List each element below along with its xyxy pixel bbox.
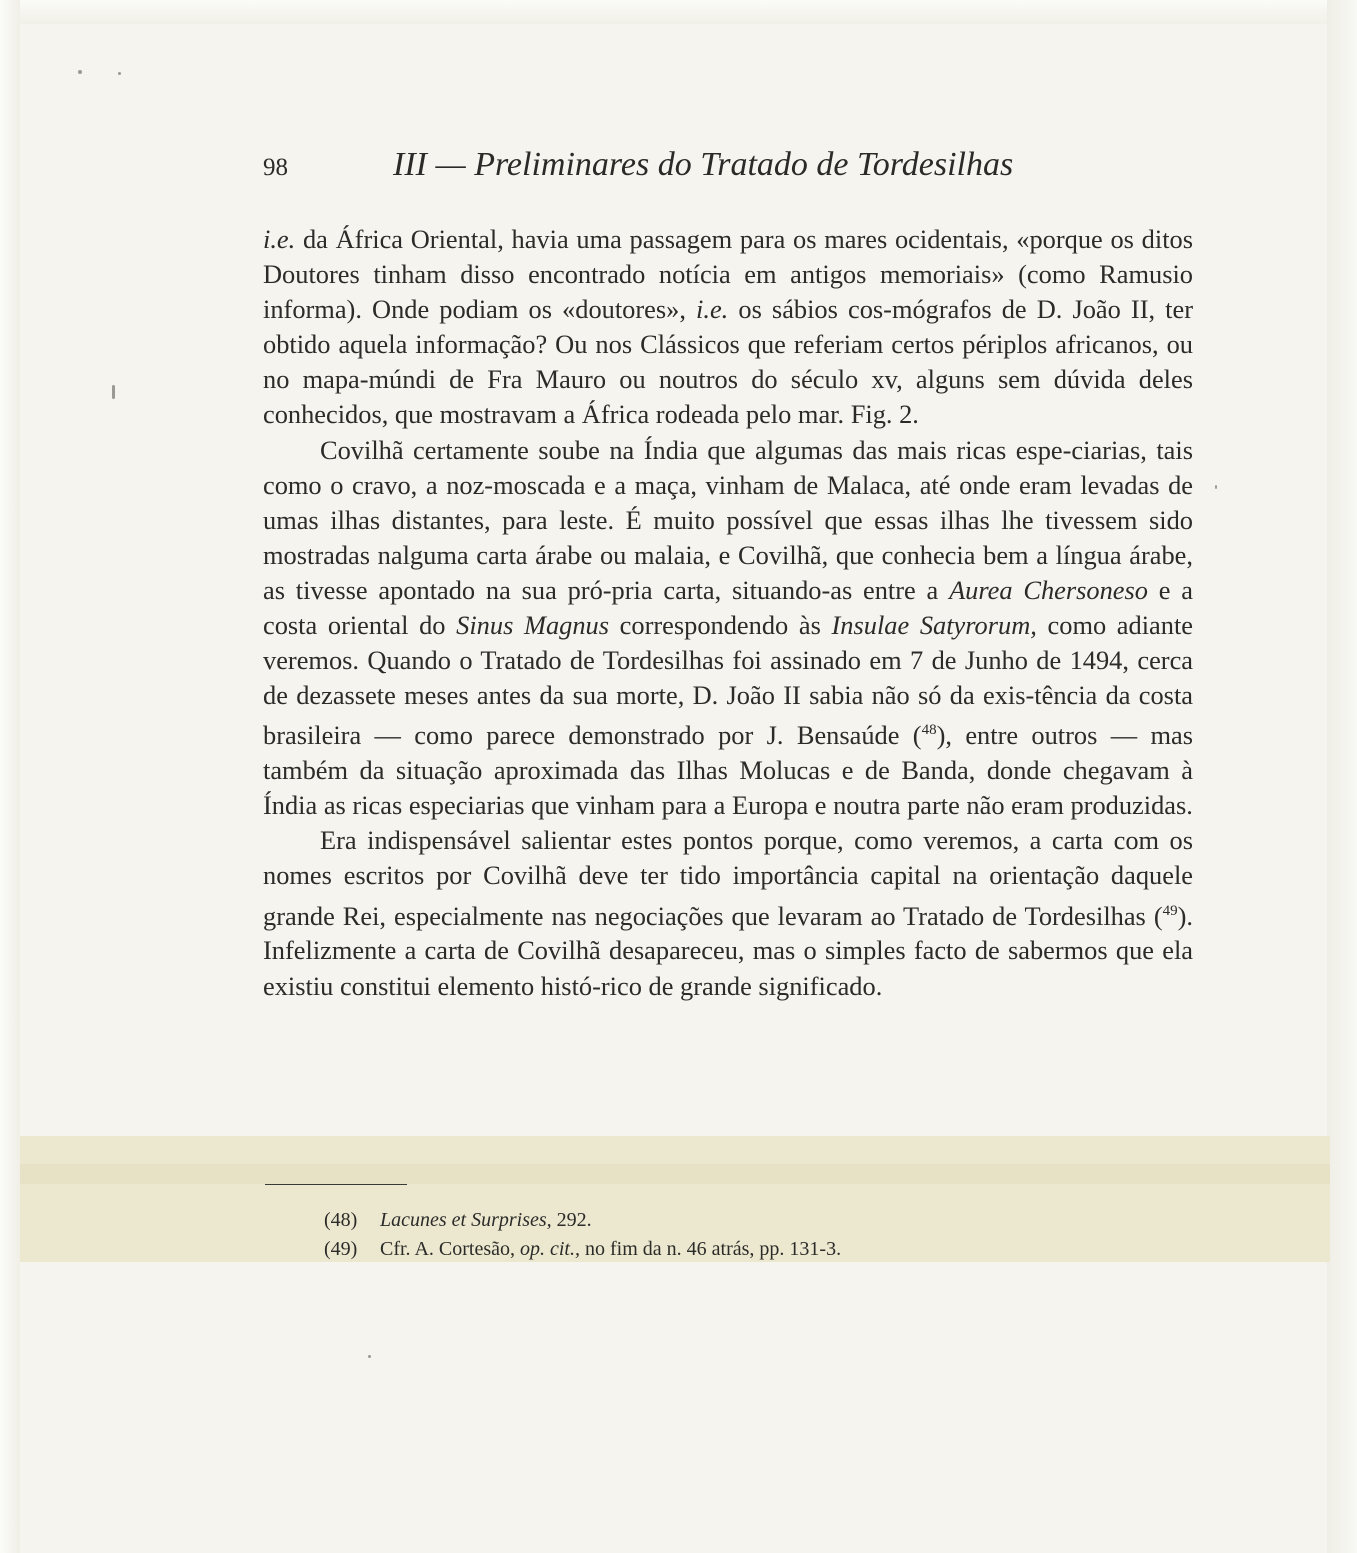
tape-strip-band — [20, 1164, 1330, 1184]
footnote-italic: op. cit., — [520, 1238, 580, 1260]
footnote-49 — [324, 1235, 1124, 1264]
dust-speck — [118, 72, 121, 75]
text-run: e a costa oriental do — [263, 574, 1194, 641]
text-run: da África Oriental, havia uma passagem para os mares ocidentais, «porque os ditos Doutores tinham disso encontrado notícia em antigos memoriais» (como Ramusio informa). Onde podiam os «doutores», — [263, 224, 1193, 325]
italic-term: Insulae Satyrorum, — [831, 610, 1037, 641]
text-run: Covilhã certamente soube na Índia que algumas das mais ricas espe-ciarias, tais como o cravo, a noz-moscada e a maça, vinham de Malaca, até onde eram levadas de umas ilhas distantes, para leste. É muito possível que essas ilhas lhe tivessem sido mostradas nalguma carta árabe ou malaia, e Covilhã, que conhecia bem a língua árabe, as tivesse apontado na sua pró-pria carta, situando-as entre a — [263, 434, 1193, 605]
dust-speck — [1215, 485, 1217, 489]
footnote-number: (49) — [324, 1238, 358, 1260]
italic-term: Sinus Magnus — [456, 610, 610, 641]
footnotes — [324, 1206, 1124, 1264]
footnote-italic: Lacunes et Surprises, — [380, 1209, 552, 1231]
footnote-48 — [324, 1206, 1124, 1235]
page-edge-right — [1327, 0, 1357, 1553]
footnote-text: Cfr. A. Cortesão, — [380, 1238, 520, 1260]
footnote-number: (48) — [324, 1209, 358, 1231]
abbreviation: i.e. — [696, 294, 729, 325]
body-text — [263, 222, 1193, 1004]
abbreviation: i.e. — [263, 224, 296, 254]
text-run: ), entre outros — mas também da situação aproximada das Ilhas Molucas e de Banda, donde chegavam à Índia as ricas especiarias que vinham para a Europa e noutra parte não eram produzidas. — [263, 720, 1193, 821]
paragraph-1 — [263, 222, 1193, 433]
paragraph-2 — [263, 433, 1193, 824]
text-run: Era indispensável salientar estes pontos porque, como veremos, a carta com os nomes escritos por Covilhã deve ter tido importância capital na orientação daquele grande Rei, especialmente nas negociações que levaram ao Tratado de Tordesilhas ( — [263, 825, 1193, 931]
footnote-reference: 49 — [1162, 902, 1178, 919]
text-run: os sábios cos-mógrafos de D. João II, ter obtido aquela informação? Ou nos Clássicos que referiam certos périplos africanos, ou no mapa-múndi de Fra Mauro ou noutros do século xv, alguns sem dúvida deles conhecidos, que mostravam a África rodeada pelo mar. Fig. 2. — [263, 294, 1194, 430]
dust-speck — [368, 1355, 371, 1358]
footnote-separator — [265, 1184, 407, 1185]
page-number: 98 — [263, 154, 288, 181]
paragraph-3 — [263, 823, 1193, 1003]
text-run: ). Infelizmente a carta de Covilhã desapareceu, mas o simples facto de sabermos que ela existiu constitui elemento histó-rico de grande significado. — [263, 900, 1193, 1001]
running-title: III — Preliminares do Tratado de Tordesilhas — [393, 146, 1014, 183]
italic-term: Aurea Chersoneso — [949, 574, 1148, 605]
footnote-text: 292. — [551, 1209, 592, 1231]
footnote-reference: 48 — [921, 722, 937, 739]
dust-speck — [112, 385, 115, 399]
page-edge-left — [0, 0, 20, 1553]
text-run: correspondendo às — [609, 610, 832, 641]
dust-speck — [78, 70, 82, 74]
footnote-text: no fim da n. 46 atrás, pp. 131-3. — [580, 1238, 842, 1260]
page-edge-top — [0, 0, 1357, 24]
text-run: como adiante veremos. Quando o Tratado de Tordesilhas foi assinado em 7 de Junho de 1494, cerca de dezassete meses antes da sua morte, D. João II sabia não só da exis-tência da costa brasileira — como parece demonstrado por J. Bensaúde ( — [263, 610, 1194, 751]
page-header — [263, 146, 1163, 192]
